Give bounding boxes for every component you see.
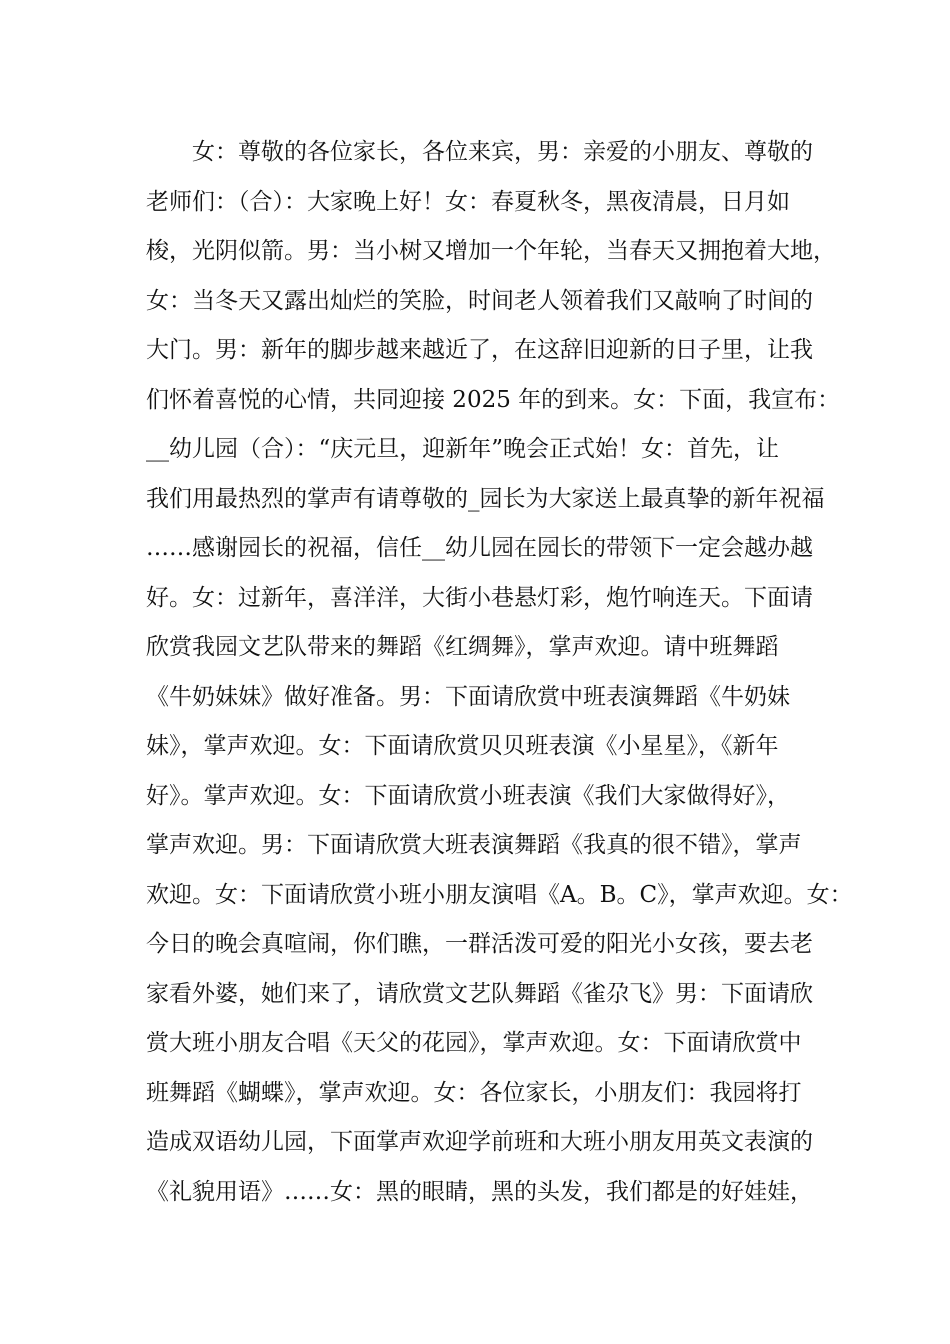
text-line: 老师们：（合）：大家晚上好！女：春夏秋冬，黑夜清晨，日月如 (146, 188, 790, 215)
text-line: __幼儿园（合）：“庆元旦，迎新年”晚会正式始！女：首先，让 (146, 436, 780, 462)
text-line: 女：尊敬的各位家长，各位来宾，男：亲爱的小朋友、尊敬的 (192, 139, 813, 165)
body-paragraph (146, 128, 853, 1217)
text-line: 《牛奶妹妹》做好准备。男：下面请欣赏中班表演舞蹈《牛奶妹 (146, 683, 790, 710)
text-line: 好》。掌声欢迎。女：下面请欣赏小班表演《我们大家做得好》， (146, 782, 790, 809)
text-line: 欣赏我园文艺队带来的舞蹈《红绸舞》，掌声欢迎。请中班舞蹈 (146, 634, 779, 660)
text-line: 们怀着喜悦的心情，共同迎接 2025 年的到来。女：下面，我宣布： (146, 386, 841, 413)
text-line: 班舞蹈《蝴蝶》，掌声欢迎。女：各位家长，小朋友们：我园将打 (146, 1079, 802, 1106)
text-line: 赏大班小朋友合唱《天父的花园》，掌声欢迎。女：下面请欣赏中 (146, 1030, 802, 1056)
text-line: 家看外婆，她们来了，请欣赏文艺队舞蹈《雀尕飞》男：下面请欣 (146, 980, 813, 1007)
text-line: 大门。男：新年的脚步越来越近了，在这辞旧迎新的日子里，让我 (146, 337, 813, 363)
text-line: ……感谢园长的祝福，信任__幼儿园在园长的带领下一定会越办越 (146, 535, 813, 561)
text-line: 妹》，掌声欢迎。女：下面请欣赏贝贝班表演《小星星》，《新年 (146, 733, 779, 759)
text-line: 我们用最热烈的掌声有请尊敬的_园长为大家送上最真挚的新年祝福 (146, 485, 825, 512)
text-line: 女：当冬天又露出灿烂的笑脸，时间老人领着我们又敲响了时间的 (146, 287, 813, 314)
text-line: 梭，光阴似箭。男：当小树又增加一个年轮，当春天又拥抱着大地， (146, 238, 836, 264)
text-line: 造成双语幼儿园，下面掌声欢迎学前班和大班小朋友用英文表演的 (146, 1129, 813, 1155)
text-line: 欢迎。女：下面请欣赏小班小朋友演唱《A。B。C》，掌声欢迎。女： (146, 881, 853, 908)
text-line: 掌声欢迎。男：下面请欣赏大班表演舞蹈《我真的很不错》，掌声 (146, 832, 802, 858)
text-line: 《礼貌用语》……女：黑的眼睛，黑的头发，我们都是的好娃娃， (146, 1178, 813, 1205)
text-line: 好。女：过新年，喜洋洋，大街小巷悬灯彩，炮竹响连天。下面请 (146, 584, 813, 611)
text-line: 今日的晚会真喧闹，你们瞧，一群活泼可爱的阳光小女孩，要去老 (146, 931, 813, 957)
